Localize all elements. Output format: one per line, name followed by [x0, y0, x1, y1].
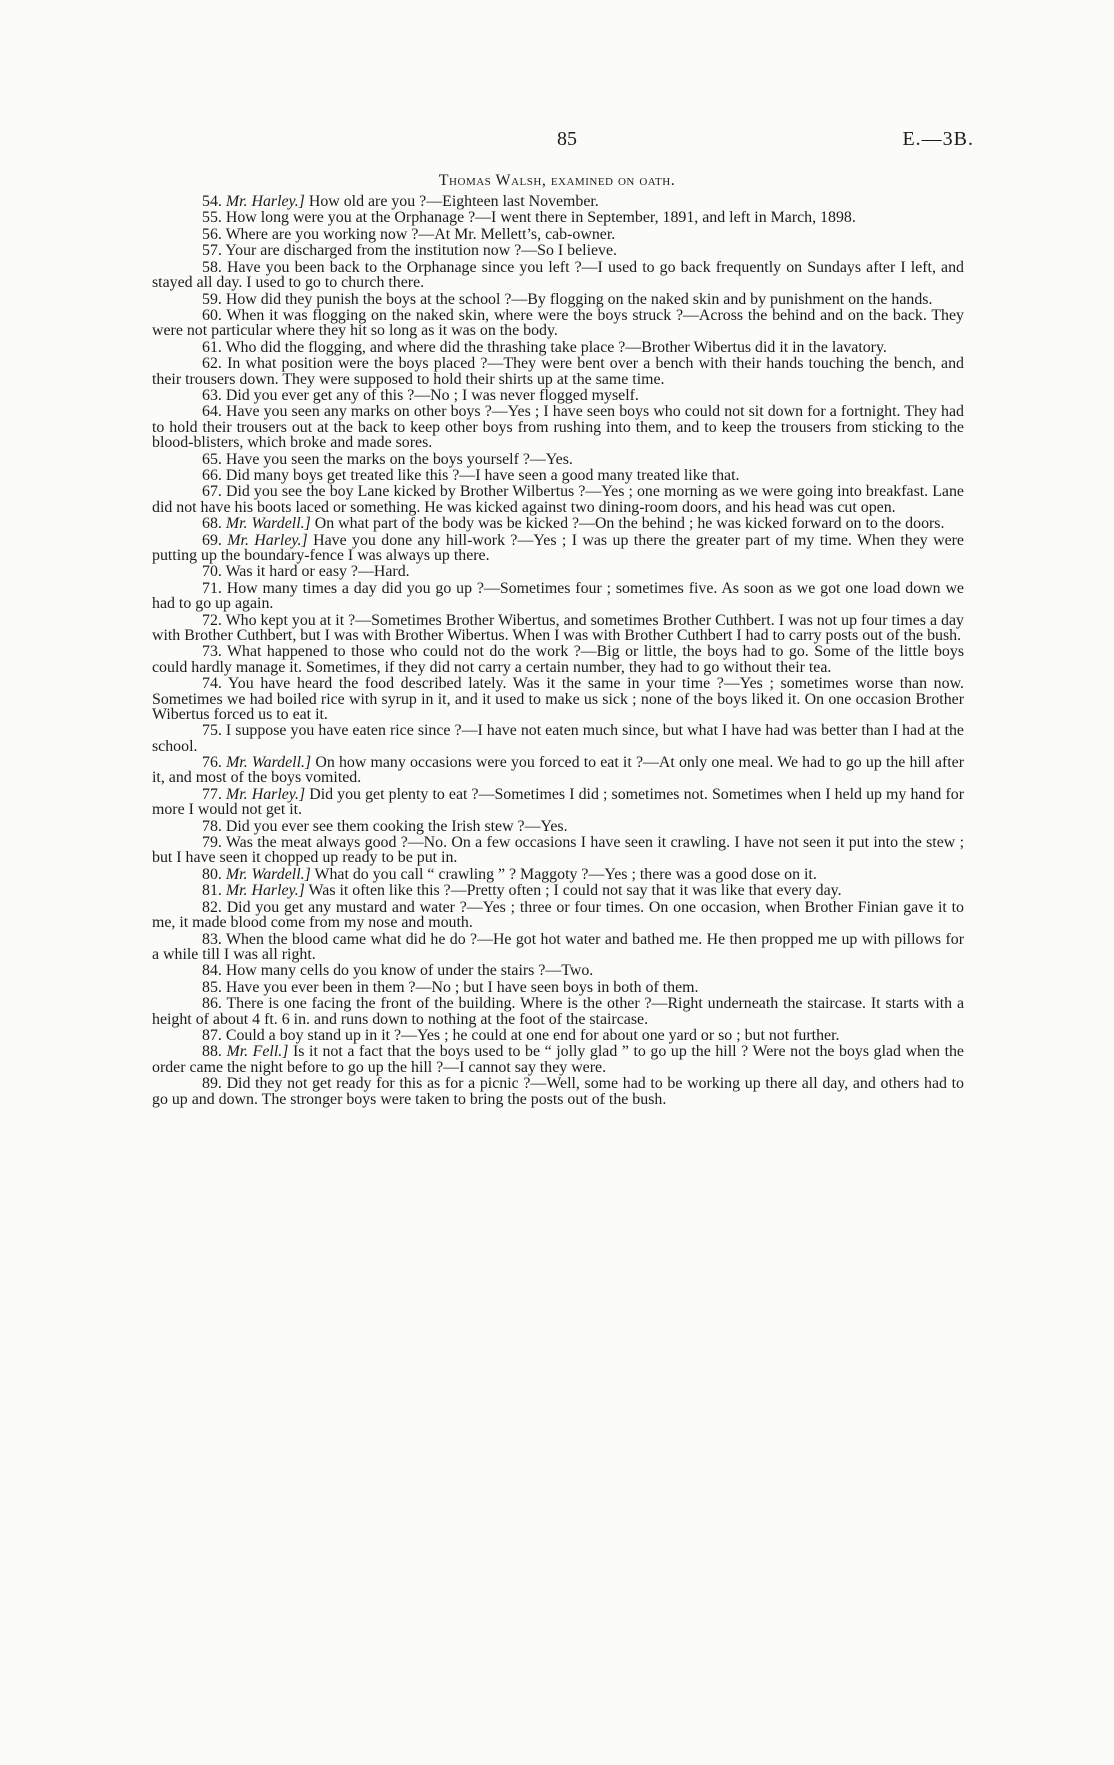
testimony-paragraph — [152, 883, 964, 898]
testimony-paragraph — [152, 210, 964, 225]
question-number: 85. — [202, 978, 222, 996]
question-number: 75. — [202, 722, 222, 740]
question-answer-text: What do you call “ crawling ” ? Maggoty ?—Yes ; there was a good dose on it. — [310, 865, 817, 883]
question-answer-text: Did you ever see them cooking the Irish stew ?—Yes. — [225, 817, 568, 835]
question-answer-text: Your are discharged from the institution now ?—So I believe. — [225, 242, 618, 260]
testimony-paragraph — [152, 484, 964, 515]
testimony-paragraph — [152, 260, 964, 291]
question-number: 80. — [202, 865, 222, 883]
testimony-paragraph — [152, 292, 964, 307]
question-answer-text: Who kept you at it ?—Sometimes Brother Wibertus, and sometimes Brother Cuthbert. I was not up four times a day with Brother Cuthbert, but I was with Brother Wibertus. When I was with Brother Cuthbert I had to carry posts out of the bush. — [152, 611, 965, 644]
question-number: 73. — [202, 643, 222, 661]
question-number: 72. — [202, 611, 222, 629]
question-number: 63. — [202, 386, 222, 404]
testimony-paragraph — [152, 980, 964, 995]
question-number: 67. — [202, 483, 222, 501]
testimony-paragraph — [152, 388, 964, 403]
question-number: 86. — [202, 995, 222, 1013]
question-answer-text: How long were you at the Orphanage ?—I went there in September, 1891, and left in March, 1898. — [225, 209, 856, 227]
question-answer-text: How many cells do you know of under the stairs ?—Two. — [225, 962, 594, 980]
question-answer-text: There is one facing the front of the building. Where is the other ?—Right underneath the staircase. It starts with a height of about 4 ft. 6 in. and runs down to nothing at the foot of the staircase. — [152, 995, 965, 1028]
testimony-paragraph — [152, 243, 964, 258]
question-answer-text: Where are you working now ?—At Mr. Mellett’s, cab-owner. — [225, 225, 616, 243]
testimony-paragraph — [152, 404, 964, 450]
question-number: 83. — [202, 930, 222, 948]
testimony-paragraph — [152, 340, 964, 355]
testimony-paragraph — [152, 356, 964, 387]
question-answer-text: Is it not a fact that the boys used to be “ jolly glad ” to go up the hill ? Were not the boys glad when the order came the night before to go up the hill ?—I cannot say they were. — [152, 1043, 964, 1076]
question-answer-text: Did you get plenty to eat ?—Sometimes I did ; sometimes not. Sometimes when I held up my hand for more I would not get it. — [152, 785, 964, 819]
examiner-name: Mr. Fell.] — [226, 1043, 289, 1061]
question-number: 77. — [202, 785, 222, 803]
question-number: 81. — [202, 882, 222, 900]
question-number: 88. — [202, 1043, 222, 1061]
testimony-paragraph — [152, 819, 964, 834]
question-number: 64. — [202, 403, 222, 421]
question-answer-text: Have you been back to the Orphanage since you left ?—I used to go back frequently on Sundays after I left, and stayed all day. I used to go to church there. — [152, 258, 964, 292]
question-answer-text: Have you ever been in them ?—No ; but I have seen boys in both of them. — [225, 978, 699, 996]
question-answer-text: Have you done any hill-work ?—Yes ; I was up there the greater part of my time. When they were putting up the boundary-fence I was always up there. — [152, 531, 964, 564]
question-number: 61. — [202, 338, 222, 356]
question-number: 65. — [202, 450, 222, 468]
testimony-paragraph — [152, 468, 964, 483]
testimony-body — [152, 194, 964, 1108]
question-answer-text: How many times a day did you go up ?—Sometimes four ; sometimes five. As soon as we got one load down we had to go up again. — [152, 579, 964, 613]
question-answer-text: On how many occasions were you forced to eat it ?—At only one meal. We had to go up the hill after it, and most of the boys vomited. — [152, 754, 965, 787]
testimony-paragraph — [152, 227, 964, 242]
question-answer-text: You have heard the food described lately. Was it the same in your time ?—Yes ; sometimes worse than now. Sometimes we had boiled rice with syrup in it, and it used to make us sick ; none of the boys liked it. On one occasion Brother Wibertus forced us to eat it. — [152, 675, 964, 723]
question-answer-text: Was the meat always good ?—No. On a few occasions I have seen it crawling. I have not seen it put into the stew ; but I have seen it chopped up ready to be put in. — [152, 834, 964, 867]
question-answer-text: How did they punish the boys at the school ?—By flogging on the naked skin and by punishment on the hands. — [225, 290, 933, 308]
testimony-paragraph — [152, 932, 964, 963]
testimony-paragraph — [152, 194, 964, 209]
testimony-paragraph — [152, 996, 964, 1027]
question-number: 71. — [202, 579, 222, 597]
page-number: 85 — [557, 128, 577, 150]
question-number: 76. — [202, 754, 222, 772]
testimony-paragraph — [152, 867, 964, 882]
question-answer-text: In what position were the boys placed ?—They were bent over a bench with their hands touching the bench, and their trousers down. They were supposed to hold their shirts up at the same time. — [152, 355, 964, 388]
question-number: 89. — [202, 1075, 222, 1093]
question-answer-text: Did they not get ready for this as for a picnic ?—Well, some had to be working up there all day, and others had to go up and down. The stronger boys were taken to bring the posts out of the bush. — [152, 1075, 964, 1108]
testimony-paragraph — [152, 1028, 964, 1043]
testimony-paragraph — [152, 676, 964, 722]
question-number: 55. — [202, 209, 222, 227]
testimony-paragraph — [152, 787, 964, 818]
question-number: 69. — [202, 531, 222, 549]
testimony-paragraph — [152, 516, 964, 531]
question-answer-text: Could a boy stand up in it ?—Yes ; he could at one end for about one yard or so ; but not further. — [225, 1026, 840, 1044]
examiner-name: Mr. Harley.] — [225, 882, 305, 900]
question-answer-text: When the blood came what did he do ?—He got hot water and bathed me. He then propped me up with pillows for a while till I was all right. — [152, 930, 964, 963]
examiner-name: Mr. Wardell.] — [225, 515, 311, 533]
question-number: 74. — [202, 675, 222, 693]
testimony-paragraph — [152, 723, 964, 754]
question-number: 54. — [202, 193, 222, 210]
testimony-paragraph — [152, 755, 964, 786]
question-number: 57. — [202, 242, 222, 260]
question-answer-text: Did you get any mustard and water ?—Yes ; three or four times. On one occasion, when Brother Finian gave it to me, it made blood come from my nose and mouth. — [152, 898, 964, 932]
examiner-name: Mr. Harley.] — [225, 193, 305, 210]
testimony-paragraph — [152, 564, 964, 579]
question-number: 87. — [202, 1026, 222, 1044]
question-number: 82. — [202, 898, 222, 916]
question-number: 84. — [202, 962, 222, 980]
question-number: 62. — [202, 355, 222, 373]
section-title: Thomas Walsh, examined on oath. — [438, 172, 676, 189]
question-number: 60. — [202, 306, 222, 324]
question-number: 56. — [202, 225, 222, 243]
testimony-paragraph — [152, 613, 964, 644]
document-reference: E.—3B. — [902, 128, 974, 150]
question-answer-text: I suppose you have eaten rice since ?—I have not eaten much since, but what I have had was better than I had at the school. — [152, 722, 964, 755]
testimony-paragraph — [152, 835, 964, 866]
question-answer-text: Was it often like this ?—Pretty often ; I could not say that it was like that every day. — [304, 882, 842, 900]
question-answer-text: On what part of the body was be kicked ?—On the behind ; he was kicked forward on to the doors. — [310, 515, 945, 533]
testimony-paragraph — [152, 533, 964, 564]
testimony-paragraph — [152, 963, 964, 978]
question-number: 58. — [202, 258, 222, 276]
question-answer-text: How old are you ?—Eighteen last November. — [304, 193, 599, 210]
question-number: 78. — [202, 817, 222, 835]
question-answer-text: Have you seen any marks on other boys ?—Yes ; I have seen boys who could not sit down for a fortnight. They had to hold their trousers out at the back to keep other boys from rushing into them, and to keep the trousers from sticking to the blood-blisters, which broke and made sores. — [152, 403, 964, 452]
testimony-paragraph — [152, 1076, 964, 1107]
question-answer-text: Did many boys get treated like this ?—I have seen a good many treated like that. — [225, 466, 740, 484]
testimony-paragraph — [152, 1044, 964, 1075]
testimony-paragraph — [152, 644, 964, 675]
testimony-paragraph — [152, 581, 964, 612]
testimony-paragraph — [152, 900, 964, 931]
question-answer-text: What happened to those who could not do the work ?—Big or little, the boys had to go. Some of the little boys could hardly manage it. Sometimes, if they did not carry a certain number, they had to go without their tea. — [152, 643, 964, 676]
examiner-name: Mr. Wardell.] — [225, 865, 311, 883]
question-answer-text: Who did the flogging, and where did the thrashing take place ?—Brother Wibertus did it in the lavatory. — [225, 338, 887, 356]
question-number: 79. — [202, 834, 222, 852]
question-number: 68. — [202, 515, 222, 533]
testimony-paragraph — [152, 308, 964, 339]
examiner-name: Mr. Harley.] — [225, 785, 306, 803]
question-number: 66. — [202, 466, 222, 484]
testimony-paragraph — [152, 452, 964, 467]
question-answer-text: Did you ever get any of this ?—No ; I was never flogged myself. — [225, 386, 639, 404]
question-answer-text: Did you see the boy Lane kicked by Brother Wilbertus ?—Yes ; one morning as we were going into breakfast. Lane did not have his boots laced or something. He was kicked against two dining-room doors, and his head was cut open. — [152, 483, 964, 516]
question-number: 70. — [202, 563, 222, 581]
question-number: 59. — [202, 290, 222, 308]
examiner-name: Mr. Harley.] — [227, 531, 308, 549]
question-answer-text: Was it hard or easy ?—Hard. — [225, 563, 410, 581]
examiner-name: Mr. Wardell.] — [226, 754, 312, 772]
question-answer-text: Have you seen the marks on the boys yourself ?—Yes. — [225, 450, 573, 468]
question-answer-text: When it was flogging on the naked skin, where were the boys struck ?—Across the behind and on the back. They were not particular where they hit so long as it was on the body. — [152, 306, 964, 340]
